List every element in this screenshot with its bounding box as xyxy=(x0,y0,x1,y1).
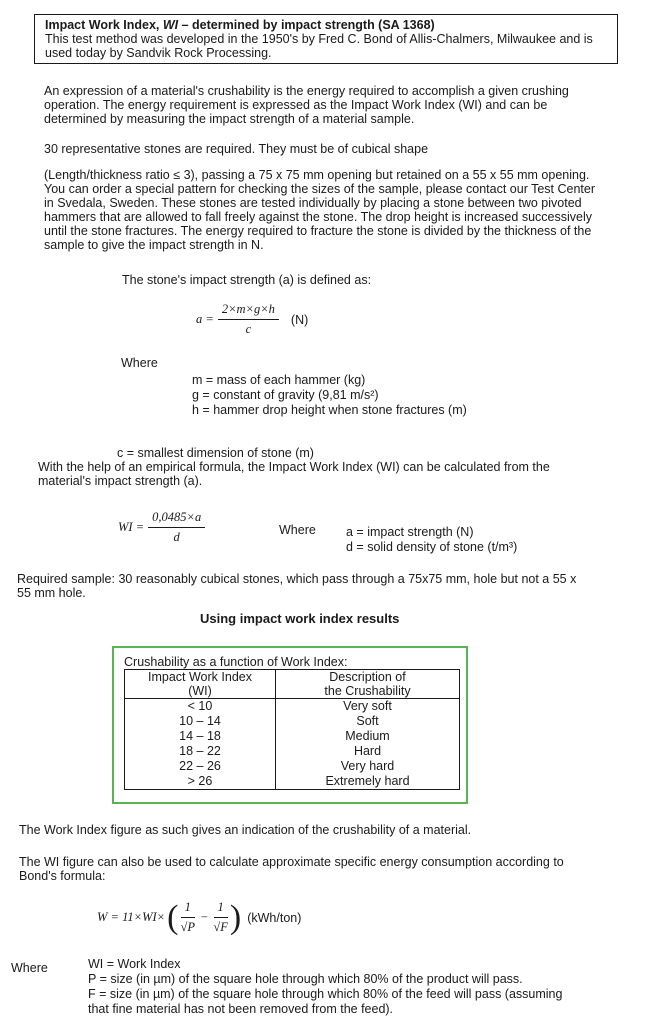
variables-list-1 xyxy=(192,373,467,418)
procedure-paragraph xyxy=(44,168,614,252)
var-wi: WI = Work Index xyxy=(88,957,181,971)
formula3-d1: √P xyxy=(180,920,195,934)
open-paren-icon: ( xyxy=(167,898,179,936)
col2-header-line: Description of xyxy=(329,670,406,684)
desc-cell: Hard xyxy=(353,744,382,758)
intro-paragraph xyxy=(44,84,604,126)
intro-line: An expression of a material's crushability is the energy required to accomplish a given crushing xyxy=(44,84,569,98)
desc-cell: Extremely hard xyxy=(325,774,410,788)
required-line: 55 mm hole. xyxy=(17,586,86,600)
formula1-fraction xyxy=(218,302,279,337)
title-prefix: Impact Work Index, xyxy=(45,18,163,32)
header-desc-1: This test method was developed in the 1950's by Fred C. Bond of Allis-Chalmers, Milwaukee and is xyxy=(45,32,593,46)
bond-line: Bond's formula: xyxy=(19,869,106,883)
formula2-fraction xyxy=(148,510,205,545)
formula1-lhs: a = xyxy=(196,312,214,326)
empirical-line: With the help of an empirical formula, the Impact Work Index (WI) can be calculated from the xyxy=(38,460,550,474)
col1-header-line: (WI) xyxy=(188,684,212,698)
table-caption: Crushability as a function of Work Index: xyxy=(124,655,348,669)
table-row xyxy=(125,744,460,759)
variables-list-3 xyxy=(88,957,628,1017)
where-label-2: Where xyxy=(279,523,316,537)
procedure-line: (Length/thickness ratio ≤ 3), passing a 75 x 75 mm opening but retained on a 55 x 55 mm opening. xyxy=(44,168,590,182)
col2-header-line: the Crushability xyxy=(324,684,411,698)
empirical-line: material's impact strength (a). xyxy=(38,474,203,488)
formula3-n2: 1 xyxy=(214,900,228,918)
variables-list-2 xyxy=(346,525,517,555)
var-g: g = constant of gravity (9,81 m/s²) xyxy=(192,388,379,402)
procedure-line: until the stone fractures. The energy required to fracture the stone is divided by the thickness of the xyxy=(44,224,592,238)
formula3-n1: 1 xyxy=(181,900,195,918)
table-row xyxy=(125,759,460,774)
formula3-fraction-2 xyxy=(213,900,228,935)
formula1-unit: (N) xyxy=(290,312,309,327)
table-row xyxy=(125,714,460,729)
header-box xyxy=(34,14,618,64)
col-header-wi xyxy=(125,670,276,699)
bond-line: The WI figure can also be used to calculate approximate specific energy consumption according to xyxy=(19,855,564,869)
section-title xyxy=(45,18,607,32)
where-label-1: Where xyxy=(121,356,158,370)
procedure-line: You can order a special pattern for checking the sizes of the sample, please contact our Test Center xyxy=(44,182,596,196)
desc-cell: Medium xyxy=(345,729,390,743)
formula3-unit: (kWh/ton) xyxy=(247,910,302,925)
formula3-d2: √F xyxy=(213,920,228,934)
where-label-3: Where xyxy=(11,961,48,975)
required-line: Required sample: 30 reasonably cubical stones, which pass through a 75x75 mm, hole but not a 55 x xyxy=(17,572,577,586)
wi-figure-text: The Work Index figure as such gives an indication of the crushability of a material. xyxy=(19,823,472,837)
var-a: a = impact strength (N) xyxy=(346,525,474,539)
formula2-denominator: d xyxy=(173,530,180,544)
title-suffix: – determined by impact strength (SA 1368) xyxy=(178,18,435,32)
table-header-row xyxy=(125,670,460,699)
intro-line: operation. The energy requirement is expressed as the Impact Work Index (WI) and can be xyxy=(44,98,548,112)
empirical-paragraph xyxy=(38,460,608,488)
wi-cell: > 26 xyxy=(125,774,276,790)
col-header-description xyxy=(276,670,460,699)
wi-cell: 10 – 14 xyxy=(125,714,276,729)
var-f: F = size (in µm) of the square hole through which 80% of the feed will pass (assuming xyxy=(88,987,563,1001)
formula2-lhs: WI = xyxy=(118,520,145,534)
var-d: d = solid density of stone (t/m³) xyxy=(346,540,518,554)
stones-line: 30 representative stones are required. They must be of cubical shape xyxy=(44,142,429,156)
formula3-lhs: W = 11×WI× xyxy=(97,910,166,924)
procedure-line: hammers that are allowed to fall freely against the stone. The drop height is increased successively xyxy=(44,210,592,224)
table-row xyxy=(125,729,460,744)
procedure-line: in Svedala, Sweden. These stones are tested individually by placing a stone between two pivoted xyxy=(44,196,582,210)
work-index-formula xyxy=(118,510,205,545)
wi-cell: 14 – 18 xyxy=(125,729,276,744)
col1-header-line: Impact Work Index xyxy=(148,670,252,684)
formula3-fraction-1 xyxy=(180,900,195,935)
formula3-minus: − xyxy=(199,910,209,924)
bond-formula xyxy=(97,900,301,935)
impact-definition: The stone's impact strength (a) is defined as: xyxy=(122,273,372,287)
formula1-denominator: c xyxy=(245,322,252,336)
using-results-heading: Using impact work index results xyxy=(200,611,400,626)
var-f: that fine material has not been removed from the feed). xyxy=(88,1002,394,1016)
intro-line: determined by measuring the impact strength of a material sample. xyxy=(44,112,415,126)
desc-cell: Very soft xyxy=(343,699,392,713)
impact-strength-formula xyxy=(196,302,308,337)
crushability-table-box xyxy=(112,646,468,804)
wi-cell: 18 – 22 xyxy=(125,744,276,759)
var-p: P = size (in µm) of the square hole through which 80% of the product will pass. xyxy=(88,972,523,986)
crushability-table xyxy=(124,669,460,790)
c-definition: c = smallest dimension of stone (m) xyxy=(117,446,314,460)
title-var: WI xyxy=(162,18,179,32)
var-m: m = mass of each hammer (kg) xyxy=(192,373,366,387)
table-row xyxy=(125,774,460,790)
bond-paragraph xyxy=(19,855,619,883)
required-sample xyxy=(17,572,627,600)
formula1-numerator: 2×m×g×h xyxy=(218,302,279,320)
wi-cell: 22 – 26 xyxy=(125,759,276,774)
desc-cell: Very hard xyxy=(340,759,395,773)
desc-cell: Soft xyxy=(356,714,379,728)
wi-cell: < 10 xyxy=(125,699,276,715)
var-h: h = hammer drop height when stone fractures (m) xyxy=(192,403,467,417)
header-desc-2: used today by Sandvik Rock Processing. xyxy=(45,46,272,60)
formula2-numerator: 0,0485×a xyxy=(148,510,205,528)
close-paren-icon: ) xyxy=(229,898,242,936)
procedure-line: sample to give the impact strength in N. xyxy=(44,238,264,252)
table-row xyxy=(125,699,460,715)
